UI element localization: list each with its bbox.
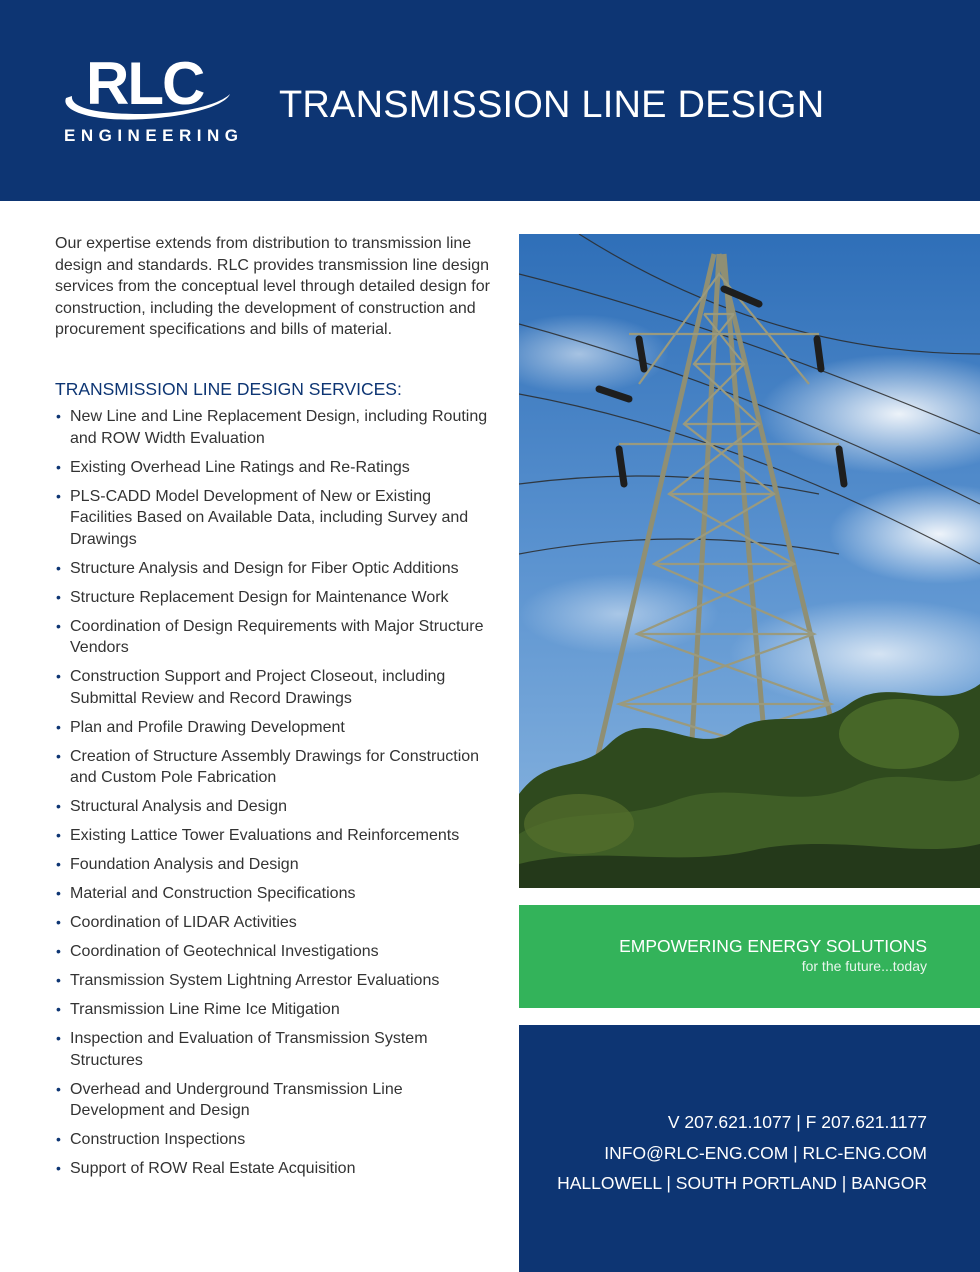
service-item-label: Foundation Analysis and Design: [70, 856, 299, 873]
bullet-icon: •: [56, 487, 61, 504]
tagline-sub: for the future...today: [801, 958, 927, 974]
service-item: [55, 457, 495, 479]
contact-locations: HALLOWELL | SOUTH PORTLAND | BANGOR: [557, 1173, 927, 1193]
bullet-icon: •: [56, 617, 61, 634]
service-item-label: Transmission System Lightning Arrestor Evaluations: [70, 972, 440, 989]
services-list: [55, 406, 495, 1187]
service-item-label: Structural Analysis and Design: [70, 798, 287, 815]
contact-web[interactable]: INFO@RLC-ENG.COM | RLC-ENG.COM: [604, 1143, 927, 1163]
service-item: [55, 883, 495, 905]
bullet-icon: •: [56, 1160, 61, 1176]
bullet-icon: •: [56, 747, 61, 764]
service-item: [55, 406, 495, 449]
service-item-label: Coordination of Geotechnical Investigations: [70, 943, 379, 960]
service-item-label: Transmission Line Rime Ice Mitigation: [70, 1001, 340, 1018]
service-item: [55, 970, 495, 992]
bullet-icon: •: [56, 943, 61, 959]
logo-letters: RLC: [86, 50, 204, 117]
service-item-label: Structure Analysis and Design for Fiber Optic Additions: [70, 559, 459, 577]
rlc-logo: [58, 50, 244, 152]
bullet-icon: •: [56, 1030, 61, 1046]
bullet-icon: •: [56, 458, 61, 475]
contact-panel: [519, 1025, 980, 1272]
transmission-tower-icon: [519, 234, 980, 888]
bullet-icon: •: [56, 885, 61, 901]
contact-phone: V 207.621.1077 | F 207.621.1177: [667, 1112, 927, 1132]
service-item-label: Existing Overhead Line Ratings and Re-Ratings: [70, 458, 410, 476]
tagline-main: EMPOWERING ENERGY SOLUTIONS: [619, 936, 927, 956]
service-item-label: PLS-CADD Model Development of New or Existing Facilities Based on Available Data, including Survey and Drawings: [70, 487, 469, 548]
intro-paragraph: Our expertise extends from distribution to transmission line design and standards. RLC provides transmission line design services from the conceptual level through detailed design for construction, including the development of construction and procurement specifications and bills of material.: [55, 235, 490, 338]
bullet-icon: •: [56, 408, 61, 424]
service-item: [55, 587, 495, 609]
service-item-label: Plan and Profile Drawing Development: [70, 718, 345, 736]
bullet-icon: •: [56, 972, 61, 988]
service-item-label: Construction Support and Project Closeout, including Submittal Review and Record Drawings: [70, 668, 446, 707]
bullet-icon: •: [56, 827, 61, 843]
bullet-icon: •: [56, 1131, 61, 1147]
service-item-label: Coordination of LIDAR Activities: [70, 914, 297, 931]
bullet-icon: •: [56, 718, 61, 735]
service-item-label: Inspection and Evaluation of Transmission System Structures: [70, 1030, 428, 1069]
service-item: [55, 558, 495, 580]
service-item: [55, 616, 495, 659]
service-item: [55, 1129, 495, 1151]
service-item: [55, 912, 495, 934]
service-item: [55, 854, 495, 876]
tagline-banner: [519, 905, 980, 1008]
bullet-icon: •: [56, 668, 61, 684]
service-item-label: Support of ROW Real Estate Acquisition: [70, 1160, 356, 1177]
bullet-icon: •: [56, 588, 61, 605]
bullet-icon: •: [56, 798, 61, 814]
services-heading: TRANSMISSION LINE DESIGN SERVICES:: [55, 379, 402, 399]
page-title: TRANSMISSION LINE DESIGN: [279, 84, 825, 126]
bullet-icon: •: [56, 914, 61, 930]
service-item-label: Structure Replacement Design for Maintenance Work: [70, 588, 449, 606]
service-item: [55, 666, 495, 709]
service-item: [55, 1079, 495, 1122]
bullet-icon: •: [56, 856, 61, 872]
service-item-label: New Line and Line Replacement Design, including Routing and ROW Width Evaluation: [70, 408, 488, 447]
service-item-label: Coordination of Design Requirements with Major Structure Vendors: [70, 617, 484, 656]
service-item: [55, 746, 495, 789]
service-item: [55, 486, 495, 551]
service-item: [55, 717, 495, 739]
bullet-icon: •: [56, 559, 61, 576]
service-item-label: Overhead and Underground Transmission Line Development and Design: [70, 1080, 403, 1119]
service-item-label: Material and Construction Specifications: [70, 885, 356, 902]
service-item: [55, 1028, 495, 1071]
service-item-label: Existing Lattice Tower Evaluations and Reinforcements: [70, 827, 460, 844]
service-item: [55, 825, 495, 847]
service-item: [55, 796, 495, 818]
bullet-icon: •: [56, 1080, 61, 1097]
service-item: [55, 999, 495, 1021]
service-item: [55, 941, 495, 963]
service-item-label: Creation of Structure Assembly Drawings for Construction and Custom Pole Fabrication: [70, 747, 480, 786]
transmission-tower-photo: [519, 234, 980, 888]
service-item-label: Construction Inspections: [70, 1131, 246, 1148]
service-item: [55, 1158, 495, 1180]
logo-subtitle: ENGINEERING: [64, 126, 244, 145]
header-banner: [0, 0, 980, 201]
bullet-icon: •: [56, 1001, 61, 1017]
